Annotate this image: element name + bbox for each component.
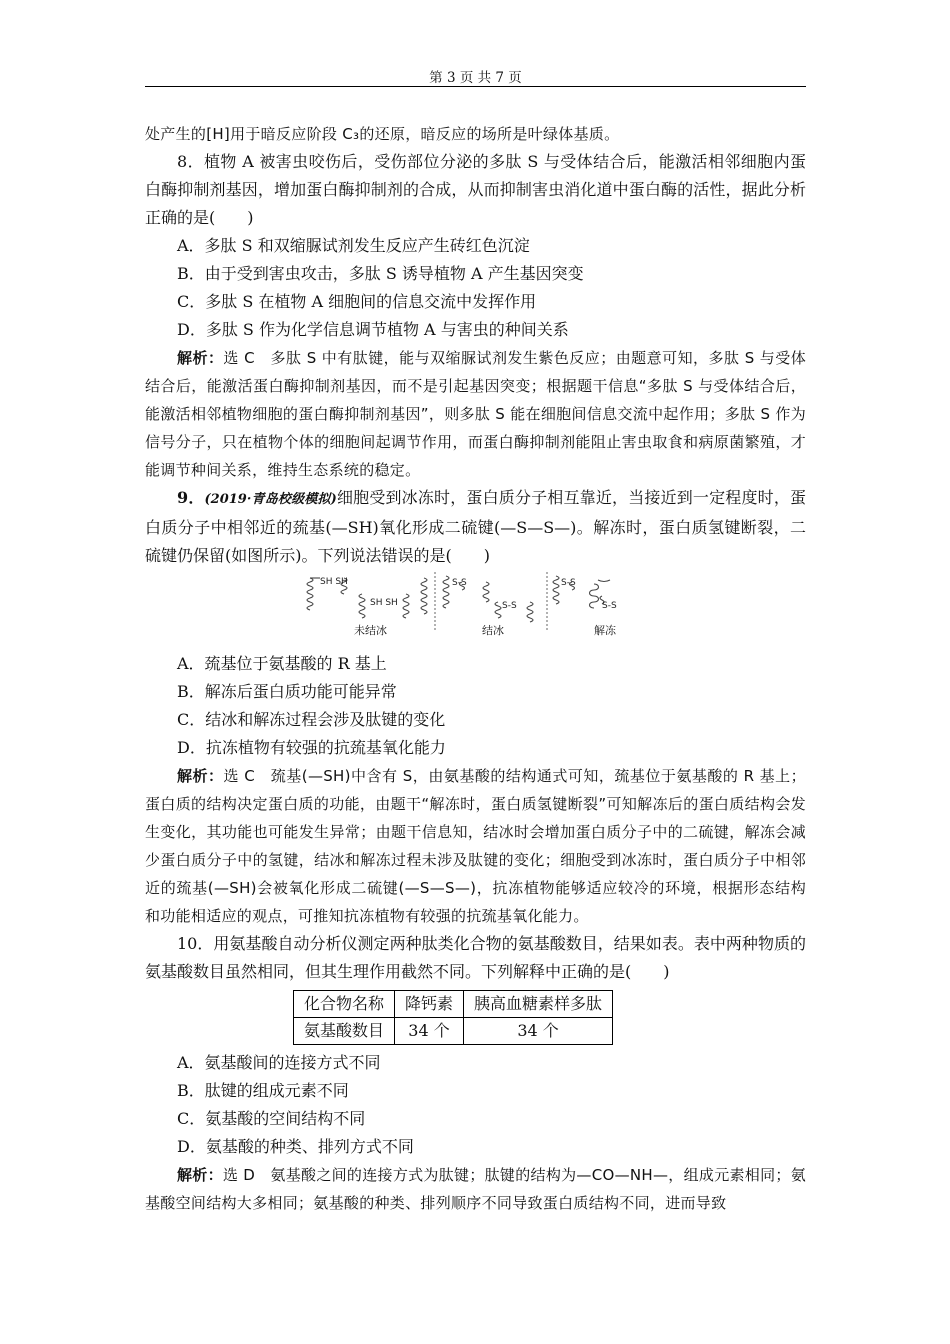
table-row [294, 1018, 613, 1045]
sh-group-label: SH SH [370, 598, 398, 608]
table-cell: 胰高血糖素样多肽 [464, 991, 613, 1018]
question-9-analysis [145, 762, 806, 930]
disulfide-label: S-S [561, 578, 576, 588]
question-9 [145, 484, 806, 930]
question-8-option-d: D．多肽 S 作为化学信息调节植物 A 与害虫的种间关系 [177, 320, 569, 339]
question-8-analysis [145, 344, 806, 484]
question-8-option-c: C．多肽 S 在植物 A 细胞间的信息交流中发挥作用 [177, 292, 537, 311]
protein-strand [598, 580, 610, 582]
label-unfrozen: 未结冰 [354, 624, 387, 637]
question-9-number: 9． [177, 488, 205, 507]
table-cell: 降钙素 [395, 991, 464, 1018]
disulfide-label: S-S [452, 578, 467, 588]
question-9-option-b: B．解冻后蛋白质功能可能异常 [177, 682, 397, 701]
question-10-option-a: A．氨基酸间的连接方式不同 [177, 1053, 381, 1072]
question-9-option-d: D．抗冻植物有较强的抗巯基氧化能力 [177, 738, 446, 757]
analysis-text: 选 C 多肽 S 中有肽键，能与双缩脲试剂发生紫色反应；由题意可知，多肽 S 与受体结合后，能激活蛋白酶抑制剂基因，而不是引起基因突变；根据题干信息“多肽 S 与受体结合后，能激活相邻植物细胞的蛋白酶抑制剂基因”，则多肽 S 能在细胞间信息交流中起作用；多肽 S 作为信号分子，只在植物个体的细胞间起调节作用，而蛋白酶抑制剂能阻止害虫取食和病原菌繁殖，才能调节种间关系，维持生态系统的稳定。 [145, 349, 806, 479]
question-9-stem: 细胞受到冰冻时，蛋白质分子相互靠近，当接近到一定程度时，蛋白质分子中相邻近的巯基(—SH)氧化形成二硫键(—S—S—)。解冻时，蛋白质氢键断裂，二硫键仍保留(如图所示)。下列说法错误的是( ) [145, 488, 806, 565]
protein-strand [421, 578, 427, 614]
question-10-stem: 10．用氨基酸自动分析仪测定两种肽类化合物的氨基酸数目，结果如表。表中两种物质的氨基酸数目虽然相同，但其生理作用截然不同。下列解释中正确的是( ) [145, 934, 806, 981]
question-10-analysis [145, 1161, 806, 1217]
question-10-option-b: B．肽键的组成元素不同 [177, 1081, 349, 1100]
analysis-label: 解析： [177, 349, 224, 367]
page-content [145, 120, 806, 1217]
analysis-label: 解析： [177, 767, 224, 785]
sh-group-label: SH SH [320, 577, 348, 587]
table-cell: 34 个 [395, 1018, 464, 1045]
table-cell: 氨基酸数目 [294, 1018, 395, 1045]
question-10 [145, 930, 806, 1217]
protein-strand [443, 576, 449, 608]
label-frozen: 结冰 [482, 624, 504, 637]
protein-strand [359, 594, 365, 618]
question-8-stem: 8．植物 A 被害虫咬伤后，受伤部位分泌的多肽 S 与受体结合后，能激活相邻细胞内蛋白酶抑制剂基因，增加蛋白酶抑制剂的合成，从而抑制害虫消化道中蛋白酶的活性，据此分析正确的是( ) [145, 152, 806, 227]
question-8-option-b: B．由于受到害虫攻击，多肽 S 诱导植物 A 产生基因突变 [177, 264, 584, 283]
analysis-text: 选 C 巯基(—SH)中含有 S，由氨基酸的结构通式可知，巯基位于氨基酸的 R 基上；蛋白质的结构决定蛋白质的功能，由题干“解冻时，蛋白质氢键断裂”可知解冻后的蛋白质结构会发生变化，其功能也可能发生异常；由题干信息知，结冰时会增加蛋白质分子中的二硫键，解冻会减少蛋白质分子中的氢键，结冰和解冻过程未涉及肽键的变化；细胞受到冰冻时，蛋白质分子中相邻近的巯基(—SH)会被氧化形成二硫键(—S—S—)，抗冻植物能够适应较冷的环境，根据形态结构和功能相适应的观点，可推知抗冻植物有较强的抗巯基氧化能力。 [145, 767, 806, 925]
question-8 [145, 148, 806, 484]
previous-analysis-tail: 处产生的[H]用于暗反应阶段 C₃的还原，暗反应的场所是叶绿体基质。 [145, 125, 620, 143]
analysis-text: 选 D 氨基酸之间的连接方式为肽键；肽键的结构为—CO—NH—，组成元素相同；氨基酸空间结构大多相同；氨基酸的种类、排列顺序不同导致蛋白质结构不同，进而导致 [145, 1166, 807, 1212]
protein-freeze-figure [145, 572, 806, 644]
question-9-option-a: A．巯基位于氨基酸的 R 基上 [177, 654, 387, 673]
question-10-option-d: D．氨基酸的种类、排列方式不同 [177, 1137, 414, 1156]
question-10-option-c: C．氨基酸的空间结构不同 [177, 1109, 366, 1128]
protein-strand [307, 578, 313, 610]
table-cell: 34 个 [464, 1018, 613, 1045]
amino-acid-table [293, 990, 613, 1045]
question-8-option-a: A．多肽 S 和双缩脲试剂发生反应产生砖红色沉淀 [177, 236, 530, 255]
protein-strand [553, 576, 559, 604]
question-9-option-c: C．结冰和解冻过程会涉及肽键的变化 [177, 710, 446, 729]
question-9-source: (2019·青岛校级模拟) [204, 492, 337, 507]
protein-strand [483, 582, 489, 602]
disulfide-label: S-S [502, 601, 517, 611]
table-cell: 化合物名称 [294, 991, 395, 1018]
table-row [294, 991, 613, 1018]
protein-strand [403, 594, 409, 618]
disulfide-label: S-S [602, 601, 617, 611]
protein-strand [590, 584, 599, 608]
label-thawed: 解冻 [594, 624, 616, 637]
analysis-label: 解析： [177, 1166, 223, 1184]
page-header [145, 66, 806, 87]
question-9-stem-para [145, 484, 806, 570]
page-number: 第 3 页 共 7 页 [429, 70, 522, 86]
protein-strand [527, 602, 533, 622]
protein-strand [495, 602, 501, 618]
